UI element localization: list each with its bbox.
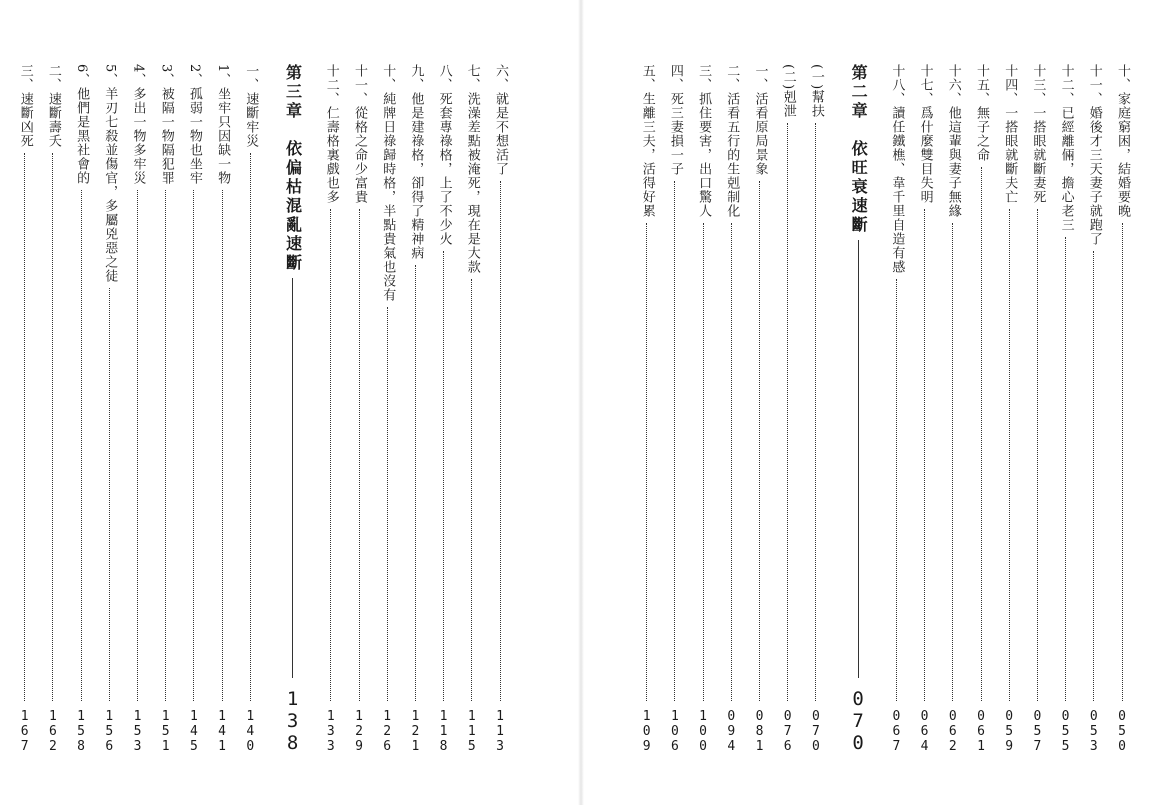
page-number: 070 [847, 688, 870, 754]
entry-title: 十五、無子之命 [974, 64, 989, 162]
entry-title: 一、速斷牢災 [243, 64, 259, 148]
entry-title: 四、死三妻損一子 [667, 64, 683, 176]
dot-leader [759, 181, 760, 701]
dot-leader [109, 288, 110, 701]
entry-title: 1、坐牢只因缺一物 [215, 64, 231, 186]
entry-title: 八、死套專祿格，上了不少火 [436, 64, 452, 246]
dot-leader [387, 307, 388, 701]
page-number: 153 [130, 709, 145, 754]
page-number: 061 [973, 709, 989, 754]
page-number: 145 [186, 709, 202, 754]
toc-entry [696, 64, 710, 754]
dot-leader [787, 123, 788, 701]
toc-entry [640, 64, 654, 754]
toc-entry [918, 64, 932, 754]
dot-leader [646, 223, 647, 701]
toc-entry [1087, 64, 1101, 754]
toc-entry [1030, 64, 1044, 754]
toc-entry [74, 64, 88, 754]
entry-title: 3、被隔一物隔犯罪 [158, 64, 174, 186]
page-number: 053 [1086, 709, 1102, 754]
entry-title: 十四、一搭眼就斷夫亡 [1002, 64, 1018, 204]
dot-leader [193, 190, 194, 701]
entry-title: 2、孤弱一物也坐牢 [186, 64, 202, 186]
entry-title: 十一、從格之命少富貴 [352, 64, 367, 204]
toc-entry [159, 64, 173, 754]
toc-entry [781, 64, 795, 754]
entry-title: 七、洗澡差點被淹死，現在是大款 [464, 64, 480, 274]
entry-title: 十六、他這輩與妻子無緣 [945, 64, 961, 218]
toc-entry [352, 64, 366, 754]
page-number: 167 [17, 709, 33, 754]
entry-title: 十一、婚後才三天妻子就跑了 [1086, 64, 1102, 246]
toc-entry [215, 64, 229, 754]
toc-entry [1002, 64, 1016, 754]
page-number: 076 [780, 709, 796, 754]
entry-title: 十、純牌日祿歸時格，半點貴氣也沒有 [380, 64, 396, 302]
entry-title: 六、就是不想活了 [493, 64, 508, 176]
toc-entry [46, 64, 60, 754]
dot-leader [24, 153, 25, 701]
page-number: 062 [945, 709, 961, 754]
dot-leader [292, 278, 293, 678]
left-page [0, 0, 578, 805]
toc-entry [809, 64, 823, 754]
entry-title: 九、他是建祿格，卻得了精神病 [408, 64, 424, 260]
dot-leader [359, 209, 360, 701]
dot-leader [222, 190, 223, 701]
page-number: 057 [1029, 709, 1045, 754]
dot-leader [165, 190, 166, 701]
page-number: 064 [917, 709, 933, 754]
page-number: 162 [45, 709, 61, 754]
entry-title: 一、活看原局景象 [752, 64, 768, 176]
page-number: 138 [281, 688, 304, 754]
entry-title: 十七、爲什麼雙目失明 [917, 64, 933, 204]
page-number: 055 [1058, 709, 1074, 754]
entry-title: (一)幫扶 [808, 64, 824, 119]
toc-entry [753, 64, 767, 754]
page-number: 106 [667, 709, 683, 754]
entry-title: 二、活看五行的生剋制化 [724, 64, 740, 218]
chapter-title: 第二章 依旺衰速斷 [849, 64, 869, 235]
entry-title: 十、家庭窮困，結婚要晚 [1115, 64, 1130, 218]
page-number: 115 [464, 709, 480, 754]
toc-entry [493, 64, 507, 754]
dot-leader [703, 223, 704, 701]
dot-leader [330, 209, 331, 701]
entry-title: 十三、一搭眼就斷妻死 [1030, 64, 1046, 204]
entry-title: 4、多出一物多牢災 [130, 64, 146, 186]
entry-title: 十八、讀任鐵樵、韋千里自造有感 [889, 64, 905, 274]
page-number: 113 [492, 709, 508, 754]
page-number: 133 [323, 709, 339, 754]
toc-entry [437, 64, 451, 754]
dot-leader [1093, 251, 1094, 701]
page-number: 070 [808, 709, 824, 754]
toc-entry [724, 64, 738, 754]
dot-leader [731, 223, 732, 701]
dot-leader [137, 190, 138, 701]
dot-leader [471, 279, 472, 701]
page-number: 129 [351, 709, 367, 754]
chapter-title: 第三章 依偏枯混亂速斷 [283, 64, 303, 273]
entry-title: 三、抓住要害，出口驚人 [696, 64, 712, 218]
page-number: 067 [888, 709, 904, 754]
page-number: 094 [723, 709, 739, 754]
toc-entry [668, 64, 682, 754]
toc-entry [1115, 64, 1129, 754]
dot-leader [815, 123, 816, 701]
dot-leader [1065, 237, 1066, 701]
dot-leader [952, 223, 953, 701]
toc-entry [946, 64, 960, 754]
dot-leader [415, 265, 416, 701]
dot-leader [443, 251, 444, 701]
page-number: 118 [436, 709, 452, 754]
entry-title: 五、生離三夫，活得好累 [639, 64, 655, 218]
page-number: 158 [73, 709, 89, 754]
page-number: 141 [214, 709, 230, 754]
toc-entry [889, 64, 903, 754]
right-page [584, 0, 1166, 805]
dot-leader [674, 181, 675, 701]
dot-leader [858, 240, 859, 678]
page-number: 126 [379, 709, 395, 754]
toc-chapter-heading [847, 64, 870, 754]
dot-leader [500, 181, 501, 701]
dot-leader [981, 167, 982, 701]
entry-title: 二、速斷壽夭 [45, 64, 61, 148]
entry-title: 5、羊刃七殺並傷官，多屬兇惡之徒 [102, 64, 118, 284]
page-number: 140 [242, 709, 258, 754]
toc-entry [465, 64, 479, 754]
dot-leader [896, 279, 897, 701]
toc-entry [324, 64, 338, 754]
toc-entry [102, 64, 116, 754]
entry-title: 6、他們是黑社會的 [74, 64, 90, 186]
page-number: 059 [1001, 709, 1017, 754]
toc-entry [243, 64, 257, 754]
entry-title: (二)剋泄 [780, 64, 796, 119]
dot-leader [1037, 209, 1038, 701]
page-number: 151 [158, 709, 174, 754]
toc-entry [1059, 64, 1073, 754]
toc-entry [187, 64, 201, 754]
entry-title: 十二、已經離倆，擔心老三 [1058, 64, 1074, 232]
page-number: 121 [407, 709, 423, 754]
page-number: 109 [639, 709, 655, 754]
page-number: 081 [752, 709, 767, 754]
dot-leader [81, 190, 82, 701]
page-number: 050 [1114, 709, 1130, 754]
dot-leader [1122, 223, 1123, 701]
entry-title: 十二、仁壽格裏戲也多 [323, 64, 339, 204]
page-number: 100 [695, 709, 711, 754]
toc-entry [408, 64, 422, 754]
dot-leader [1009, 209, 1010, 701]
toc-entry [974, 64, 988, 754]
dot-leader [924, 209, 925, 701]
entry-title: 三、速斷凶死 [17, 64, 33, 148]
toc-entry [380, 64, 394, 754]
page-number: 156 [101, 709, 117, 754]
toc-entry [131, 64, 145, 754]
dot-leader [52, 153, 53, 701]
toc-entry [18, 64, 32, 754]
toc-chapter-heading [281, 64, 304, 754]
dot-leader [250, 153, 251, 701]
